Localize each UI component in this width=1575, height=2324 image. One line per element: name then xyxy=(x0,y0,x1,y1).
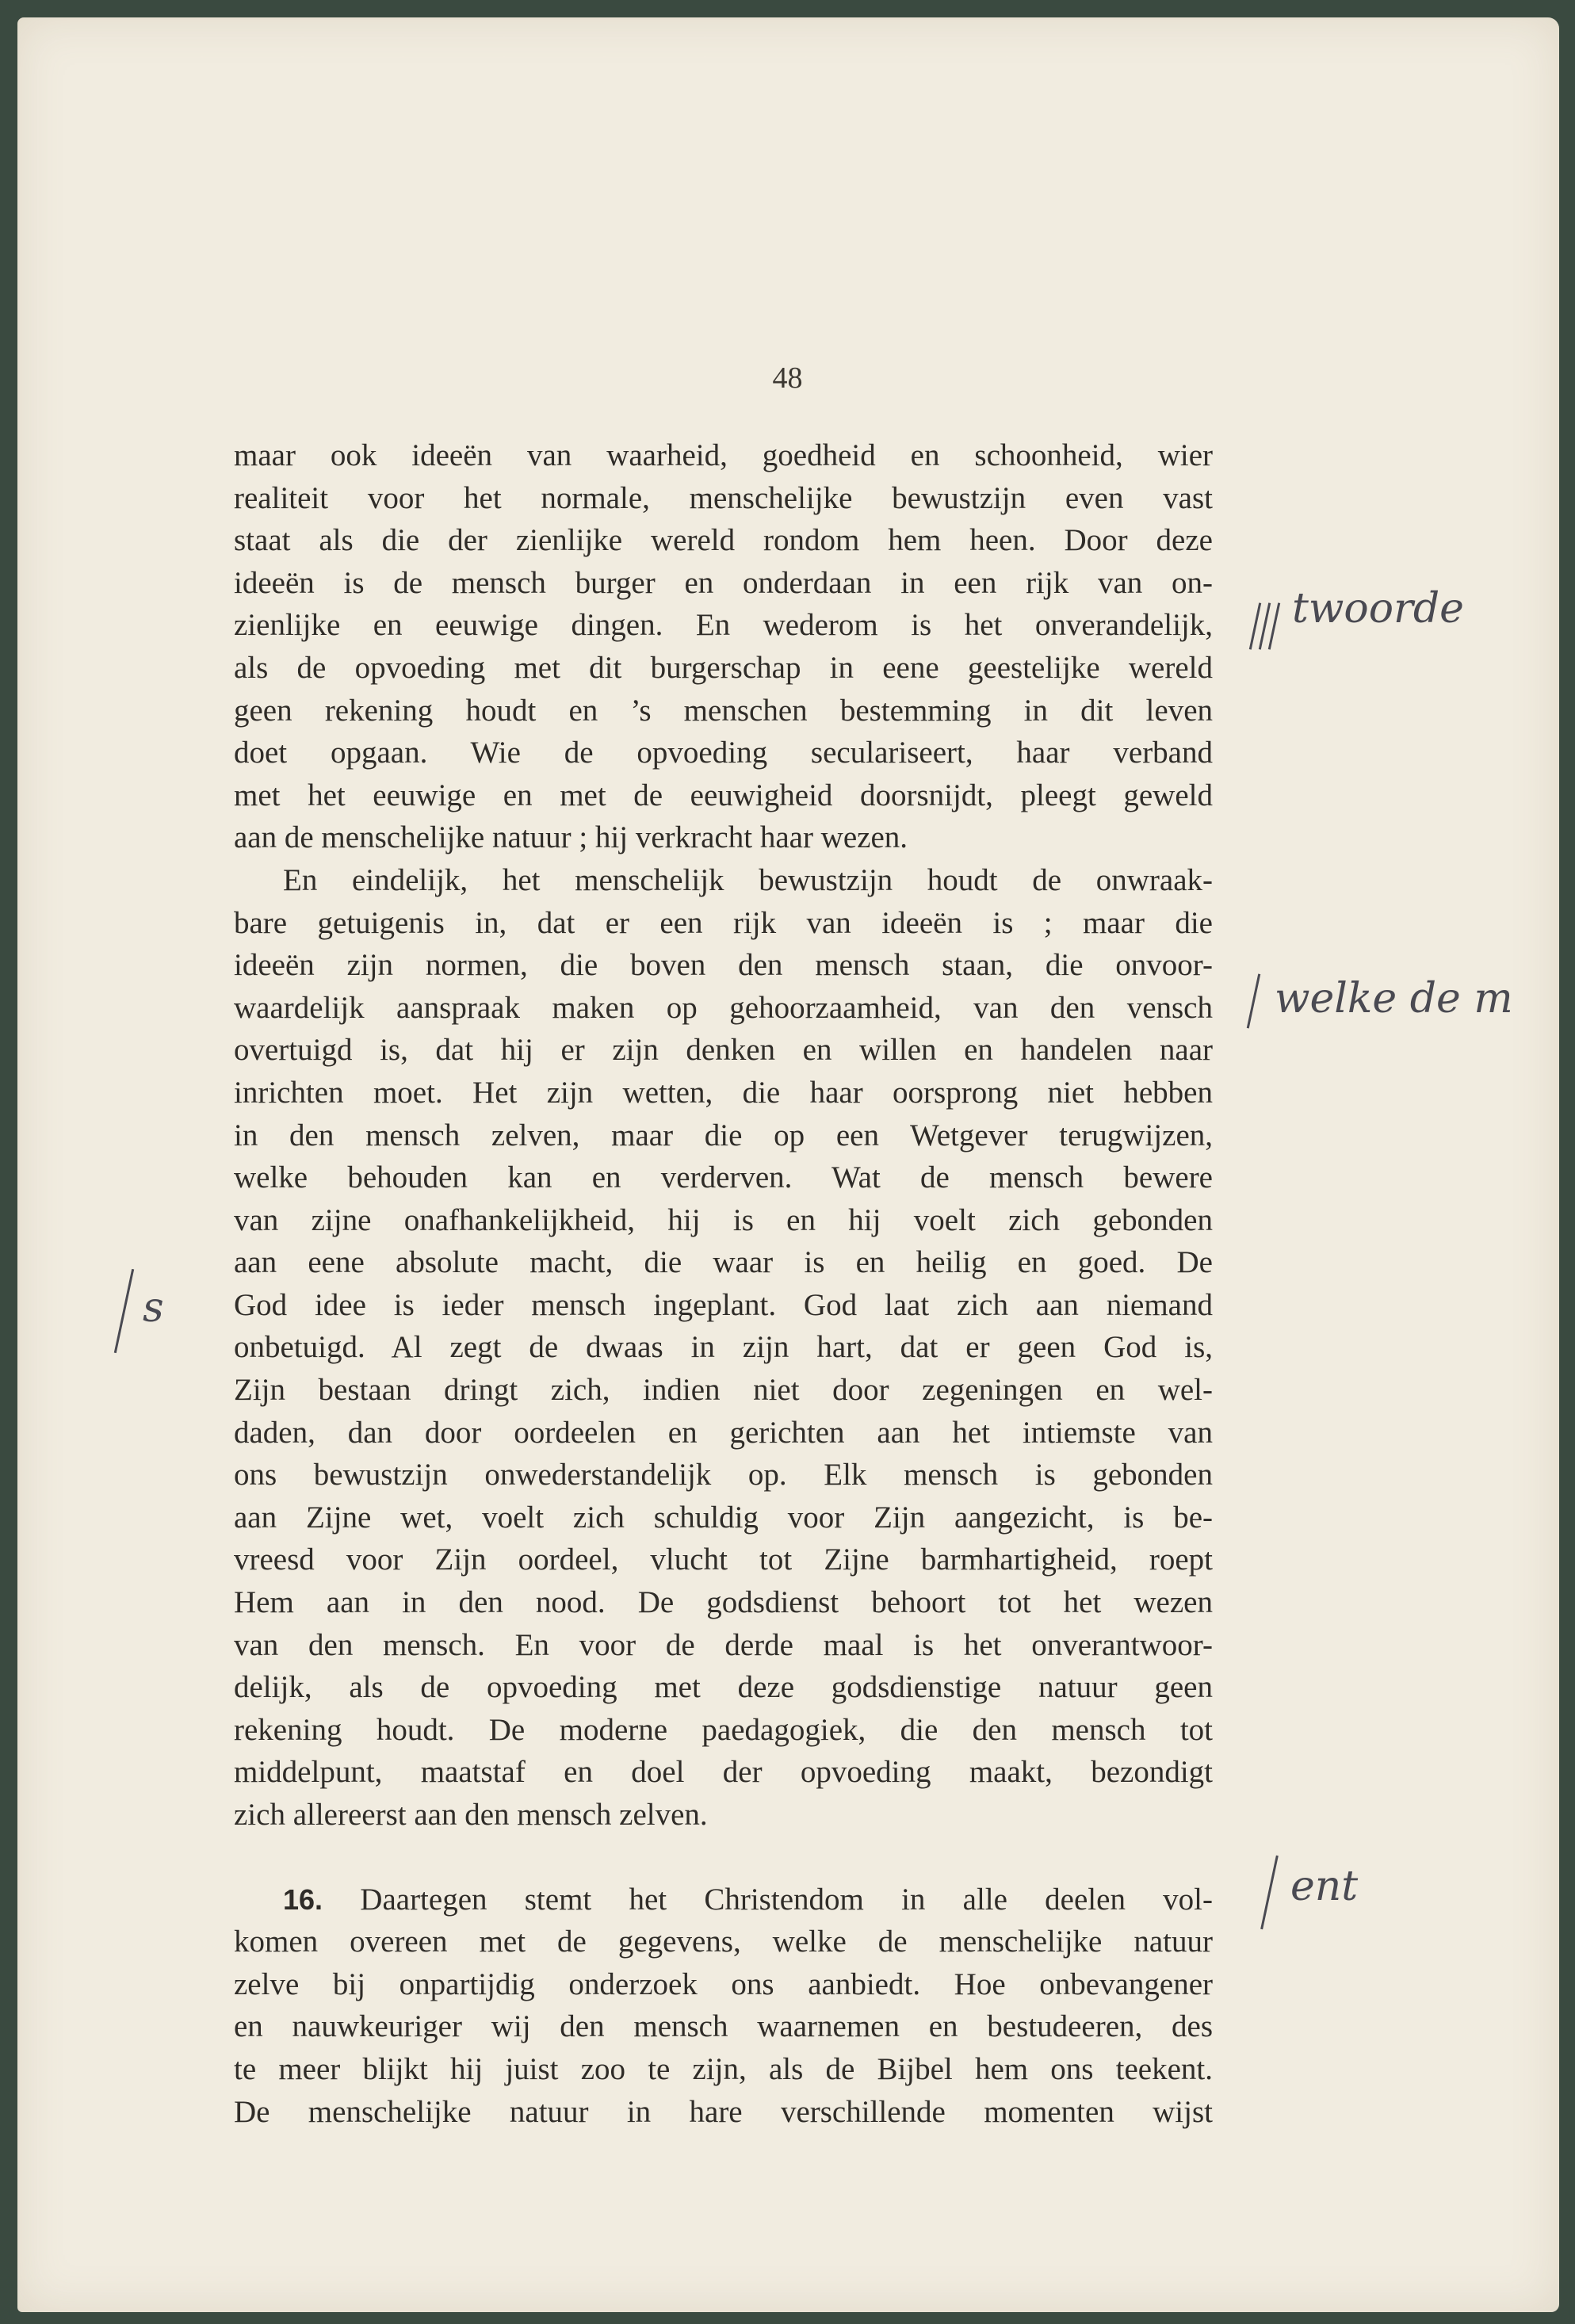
margin-note-twoorde: twoorde xyxy=(1292,585,1464,633)
text-line: rekening houdt. De moderne paedagogiek, die den mensch tot xyxy=(234,1712,1213,1747)
text-line: En eindelijk, het menschelijk bewustzijn houdt de onwraak- xyxy=(283,862,1213,897)
text-line: als de opvoeding met dit burgerschap in eene geestelijke wereld xyxy=(234,650,1213,685)
paragraph-1 xyxy=(234,434,1213,859)
text-line xyxy=(234,1879,1213,1921)
text-line: Hem aan in den nood. De godsdienst behoort tot het wezen xyxy=(234,1585,1213,1620)
text-line: in den mensch zelven, maar die op een Wetgever terugwijzen, xyxy=(234,1118,1213,1152)
paragraph-3 xyxy=(234,1879,1213,2134)
text-line: middelpunt, maatstaf en doel der opvoeding maakt, bezondigt xyxy=(234,1755,1213,1790)
text-line: aan Zijne wet, voelt zich schuldig voor Zijn aangezicht, is be- xyxy=(234,1500,1213,1535)
text-line: onbetuigd. Al zegt de dwaas in zijn hart, dat er geen God is, xyxy=(234,1330,1213,1365)
text-line: ideeën zijn normen, die boven den mensch staan, die onvoor- xyxy=(234,948,1213,983)
text-line: welke behouden kan en verderven. Wat de mensch bewere xyxy=(234,1160,1213,1195)
margin-note-s: s xyxy=(143,1284,164,1332)
page-number: 48 xyxy=(772,361,803,395)
text-line: bare getuigenis in, dat er een rijk van ideeën is ; maar die xyxy=(234,905,1213,940)
paragraph-2 xyxy=(234,859,1213,1837)
text-line: van den mensch. En voor de derde maal is het onverantwoor- xyxy=(234,1627,1213,1662)
body-text xyxy=(234,434,1213,2133)
text-line: en nauwkeuriger wij den mensch waarnemen en bestudeeren, des xyxy=(234,2009,1213,2044)
text-line: te meer blijkt hij juist zoo te zijn, als de Bijbel hem ons teekent. xyxy=(234,2051,1213,2086)
text-line-content: Daartegen stemt het Christendom in alle deelen vol- xyxy=(360,1882,1213,1917)
text-line: God idee is ieder mensch ingeplant. God laat zich aan niemand xyxy=(234,1287,1213,1322)
text-line: ons bewustzijn onwederstandelijk op. Elk mensch is gebonden xyxy=(234,1458,1213,1493)
text-line: De menschelijke natuur in hare verschillende momenten wijst xyxy=(234,2094,1213,2129)
section-number: 16. xyxy=(283,1883,323,1916)
text-line: doet opgaan. Wie de opvoeding seculariseert, haar verband xyxy=(234,736,1213,770)
text-line: waardelijk aanspraak maken op gehoorzaamheid, van den vensch xyxy=(234,990,1213,1025)
text-line: Zijn bestaan dringt zich, indien niet door zegeningen en wel- xyxy=(234,1373,1213,1408)
text-line: zelve bij onpartijdig onderzoek ons aanbiedt. Hoe onbevangener xyxy=(234,1967,1213,2001)
text-line: staat als die der zienlijke wereld rondom hem heen. Door deze xyxy=(234,523,1213,558)
text-line: zich allereerst aan den mensch zelven. xyxy=(234,1798,708,1832)
text-line: geen rekening houdt en ’s menschen bestemming in dit leven xyxy=(234,693,1213,728)
text-line: met het eeuwige en met de eeuwigheid doorsnijdt, pleegt geweld xyxy=(234,778,1213,812)
text-line: vreesd voor Zijn oordeel, vlucht tot Zijne barmhartigheid, roept xyxy=(234,1542,1213,1577)
text-line: van zijne onafhankelijkheid, hij is en hij voelt zich gebonden xyxy=(234,1202,1213,1237)
text-line: maar ook ideeën van waarheid, goedheid en schoonheid, wier xyxy=(234,438,1213,472)
text-line: daden, dan door oordeelen en gerichten aan het intiemste van xyxy=(234,1415,1213,1450)
text-line: aan de menschelijke natuur ; hij verkracht haar wezen. xyxy=(234,820,908,855)
text-line: aan eene absolute macht, die waar is en heilig en goed. De xyxy=(234,1245,1213,1280)
text-line: komen overeen met de gegevens, welke de menschelijke natuur xyxy=(234,1925,1213,1959)
margin-note-ent: ent xyxy=(1290,1863,1359,1910)
text-line: delijk, als de opvoeding met deze godsdienstige natuur geen xyxy=(234,1670,1213,1705)
text-line: zienlijke en eeuwige dingen. En wederom is het onverandelijk, xyxy=(234,608,1213,643)
margin-note-welke-de-m: welke de m xyxy=(1275,975,1513,1022)
text-line: realiteit voor het normale, menschelijke bewustzijn even vast xyxy=(234,480,1213,515)
text-line: ideeën is de mensch burger en onderdaan in een rijk van on- xyxy=(234,565,1213,600)
text-line: overtuigd is, dat hij er zijn denken en willen en handelen naar xyxy=(234,1033,1213,1068)
text-line: inrichten moet. Het zijn wetten, die haar oorsprong niet hebben xyxy=(234,1075,1213,1110)
